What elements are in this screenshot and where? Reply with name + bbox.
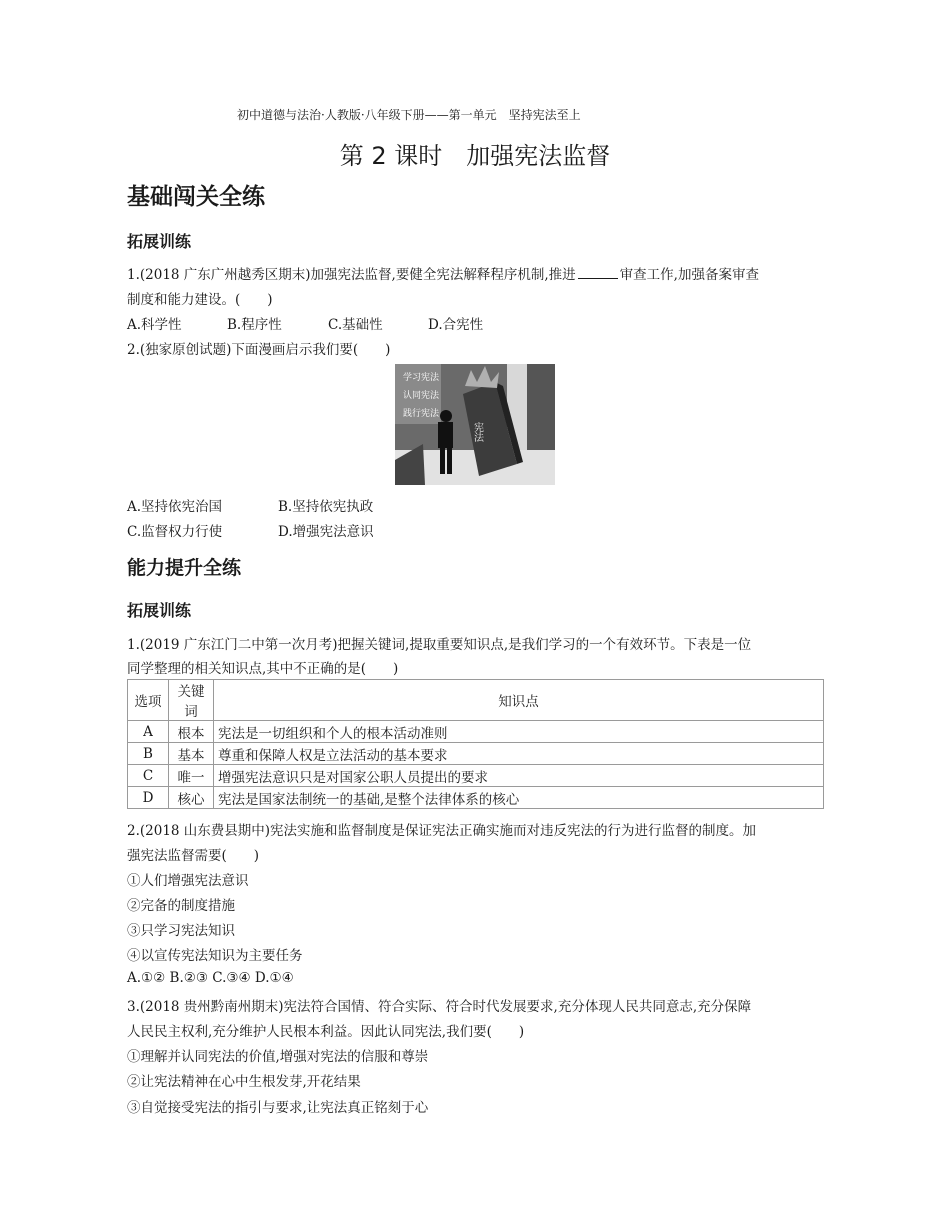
- table-cell-knowledge: 增强宪法意识只是对国家公职人员提出的要求: [214, 765, 824, 787]
- q2-option-c: C.监督权力行使: [127, 524, 223, 540]
- table-cell-knowledge: 宪法是国家法制统一的基础,是整个法律体系的核心: [214, 787, 824, 809]
- table-header-keyword: 关键词: [169, 680, 214, 721]
- s2-question-2-line-1: 2.(2018 山东费县期中)宪法实施和监督制度是保证宪法正确实施而对违反宪法的行为进行监督的制度。加: [127, 823, 757, 839]
- q1-option-a: A.科学性: [127, 317, 182, 333]
- table-cell-option: C: [128, 765, 169, 787]
- comic-book-label: 宪法: [471, 422, 483, 442]
- question-1-text-b: 审查工作,加强备案审查: [619, 267, 759, 283]
- section-heading-basic: 基础闯关全练: [127, 184, 265, 210]
- s2-question-3-line-1: 3.(2018 贵州黔南州期末)宪法符合国情、符合实际、符合时代发展要求,充分体现人民共同意志,充分保障: [127, 999, 752, 1015]
- q1-option-d: D.合宪性: [428, 317, 484, 333]
- q2-option-b: B.坚持依宪执政: [278, 499, 374, 515]
- q2-option-d: D.增强宪法意识: [278, 524, 374, 540]
- table-row: [128, 743, 824, 765]
- subsection-heading-2: 拓展训练: [127, 601, 192, 620]
- question-1-text-a: 1.(2018 广东广州越秀区期末)加强宪法监督,要健全宪法解释程序机制,推进: [127, 267, 576, 283]
- s2-question-1-line-1: 1.(2019 广东江门二中第一次月考)把握关键词,提取重要知识点,是我们学习的一个有效环节。下表是一位: [127, 637, 752, 653]
- subsection-heading: 拓展训练: [127, 232, 192, 251]
- question-2-stem: 2.(独家原创试题)下面漫画启示我们要( ): [127, 342, 391, 358]
- page-title: 第 2 课时 加强宪法监督: [339, 142, 611, 170]
- s2-q2-item-3: ③只学习宪法知识: [127, 923, 235, 939]
- table-header-option: 选项: [128, 680, 169, 721]
- s2-q3-item-3: ③自觉接受宪法的指引与要求,让宪法真正铭刻于心: [127, 1100, 429, 1116]
- table-row: [128, 765, 824, 787]
- table-header-row: [128, 680, 824, 721]
- table-cell-option: A: [128, 721, 169, 743]
- s2-q2-item-4: ④以宣传宪法知识为主要任务: [127, 948, 303, 964]
- comic-caption-1: 学习宪法: [403, 373, 440, 383]
- table-row: [128, 721, 824, 743]
- question-1-line-1: [127, 263, 759, 283]
- knowledge-table: [127, 679, 824, 809]
- table-row: [128, 787, 824, 809]
- table-cell-option: B: [128, 743, 169, 765]
- s2-q2-answers: A.①② B.②③ C.③④ D.①④: [127, 970, 294, 986]
- q1-option-c: C.基础性: [328, 317, 383, 333]
- question-1-line-2: 制度和能力建设。( ): [127, 292, 273, 308]
- table-cell-knowledge: 尊重和保障人权是立法活动的基本要求: [214, 743, 824, 765]
- table-cell-option: D: [128, 787, 169, 809]
- s2-question-1-line-2: 同学整理的相关知识点,其中不正确的是( ): [127, 661, 399, 677]
- comic-caption-2: 认同宪法: [403, 391, 440, 401]
- s2-question-2-line-2: 强宪法监督需要( ): [127, 848, 260, 864]
- s2-q2-item-1: ①人们增强宪法意识: [127, 873, 249, 889]
- answer-blank: [578, 277, 618, 279]
- q1-option-b: B.程序性: [227, 317, 282, 333]
- s2-q3-item-1: ①理解并认同宪法的价值,增强对宪法的信服和尊崇: [127, 1049, 429, 1065]
- table-cell-knowledge: 宪法是一切组织和个人的根本活动准则: [214, 721, 824, 743]
- s2-q2-item-2: ②完备的制度措施: [127, 898, 235, 914]
- s2-q3-item-2: ②让宪法精神在心中生根发芽,开花结果: [127, 1074, 361, 1090]
- table-cell-keyword: 核心: [169, 787, 214, 809]
- s2-question-3-line-2: 人民民主权利,充分维护人民根本利益。因此认同宪法,我们要( ): [127, 1024, 525, 1040]
- table-cell-keyword: 基本: [169, 743, 214, 765]
- q2-option-a: A.坚持依宪治国: [127, 499, 223, 515]
- comic-image: [395, 364, 555, 485]
- comic-caption-3: 践行宪法: [403, 409, 440, 419]
- table-header-knowledge: 知识点: [214, 680, 824, 721]
- table-cell-keyword: 根本: [169, 721, 214, 743]
- header-breadcrumb: 初中道德与法治·人教版·八年级下册——第一单元 坚持宪法至上: [237, 108, 581, 122]
- section-heading-advanced: 能力提升全练: [127, 557, 242, 579]
- table-cell-keyword: 唯一: [169, 765, 214, 787]
